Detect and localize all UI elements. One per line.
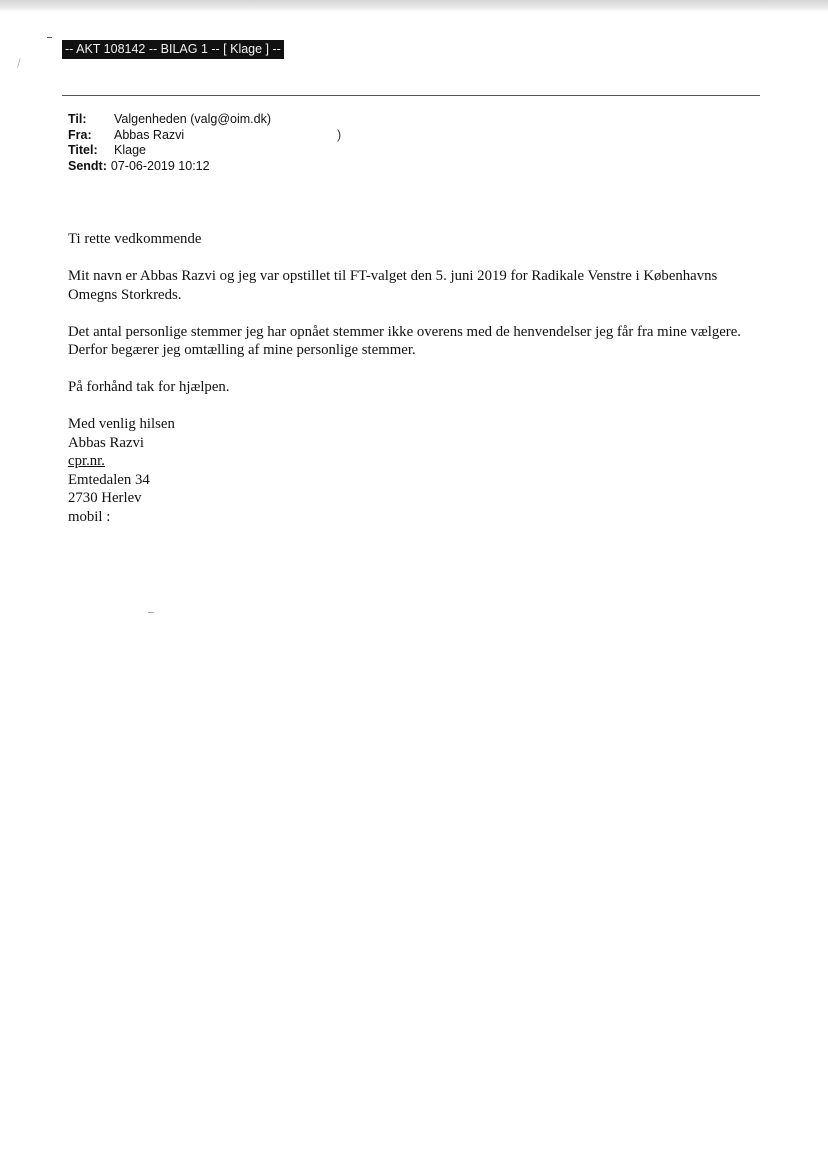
to-label: Til: [68,112,87,126]
from-value: Abbas Razvi [114,127,185,142]
sent-label: Sendt: [68,158,107,173]
scan-tick-mark [47,37,52,38]
email-from-row [68,128,271,144]
from-redacted-tail: ) [337,128,342,142]
sent-value: 07-06-2019 10:12 [110,158,210,173]
email-to-row [68,112,271,128]
to-value: Valgenheden (valg@oim.dk) [114,112,271,126]
subject-label: Titel: [68,143,98,157]
header-divider [62,95,760,96]
letter-signature [68,415,768,526]
scan-speck [148,612,154,613]
scan-pen-mark: ⁄ [15,56,23,70]
scan-top-edge [0,0,828,12]
email-sent-row [68,159,271,175]
letter-paragraph-2: Det antal personlige stemmer jeg har opnået stemmer ikke overens med de henvendelser jeg får fra mine vælgere. Derfor begærer jeg omtælling af mine personlige stemmer. [68,323,741,358]
letter-paragraph-1: Mit navn er Abbas Razvi og jeg var opstillet til FT-valget den 5. juni 2019 for Radikale Venstre i Københavns Omegns Storkreds. [68,268,718,303]
letter-paragraph-3: På forhånd tak for hjælpen. [68,379,230,395]
from-label: Fra: [68,127,92,142]
signature-street: Emtedalen 34 [68,471,150,488]
signature-name: Abbas Razvi [68,434,145,451]
signature-city: 2730 Herlev [68,490,142,506]
letter-salutation: Ti rette vedkommende [68,231,202,247]
email-subject-row [68,143,271,159]
email-header [68,112,271,174]
signature-closing: Med venlig hilsen [68,416,175,432]
letter-body [68,230,768,526]
signature-mobile-label: mobil : [68,508,111,525]
subject-value: Klage [114,143,146,157]
signature-cpr-label: cpr.nr. [68,453,105,469]
document-reference-banner: -- AKT 108142 -- BILAG 1 -- [ Klage ] -- [62,40,284,59]
